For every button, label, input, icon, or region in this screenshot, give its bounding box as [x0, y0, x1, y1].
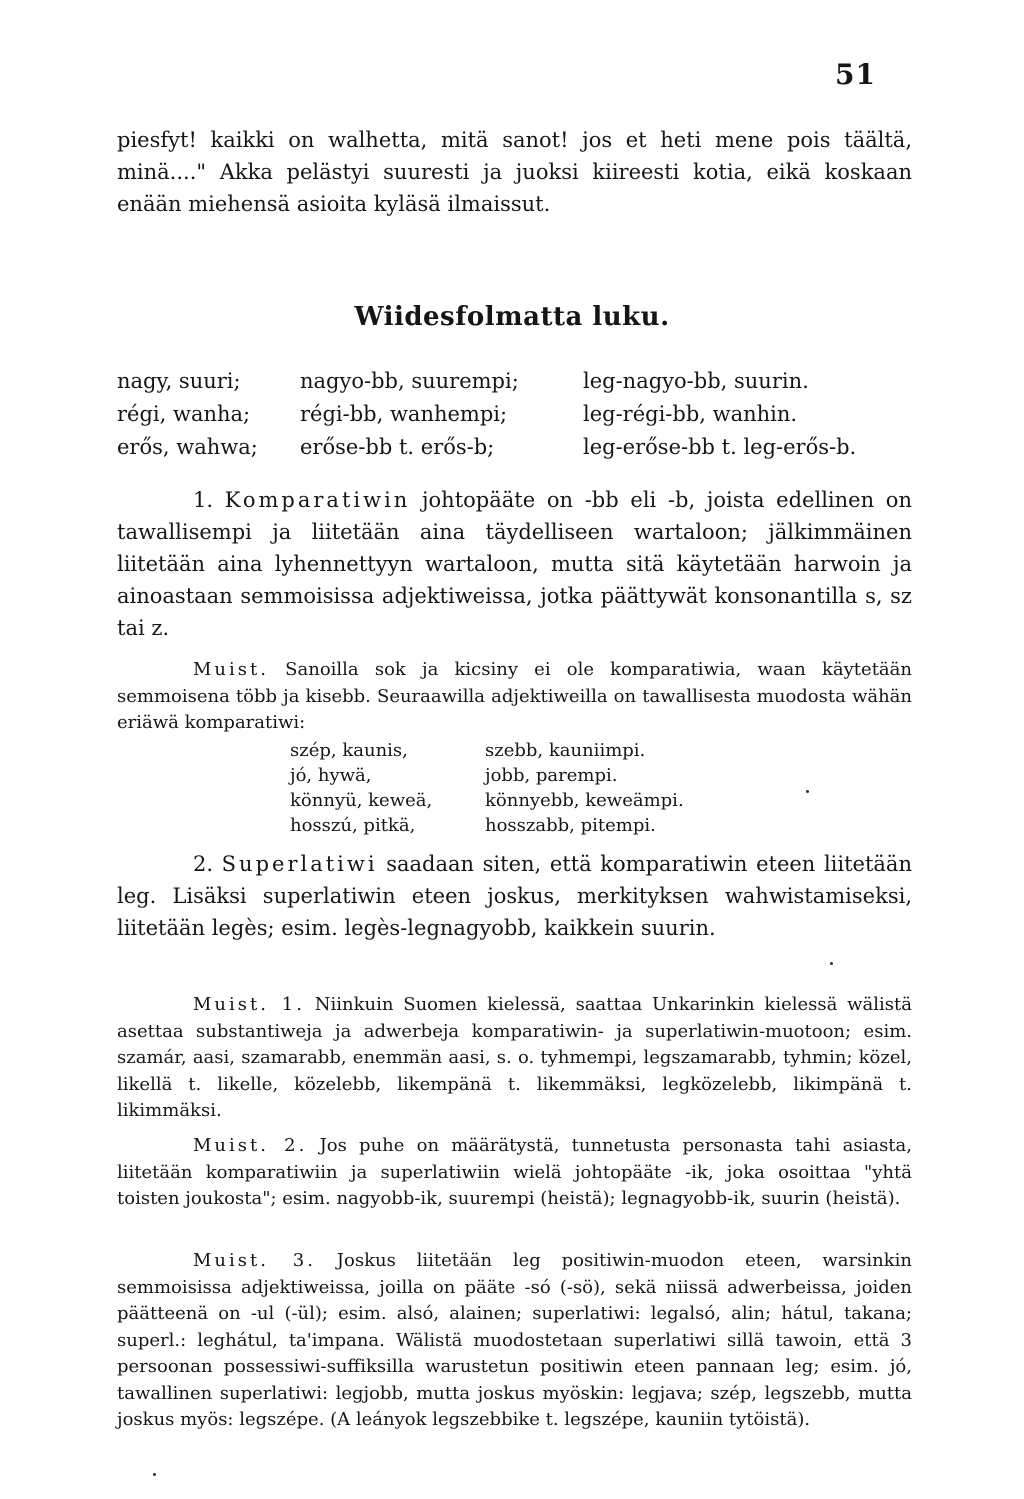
positive-form: erős, wahwa; — [117, 435, 258, 459]
superlative-form: leg-nagyo-bb, suurin. — [583, 369, 809, 393]
paragraph-number: 2. — [193, 852, 214, 876]
note-paragraph — [117, 992, 912, 1125]
pair-positive: könnyü, keweä, — [290, 790, 433, 811]
page-number: 51 — [835, 58, 876, 91]
pair-comparative: könnyebb, keweämpi. — [485, 790, 684, 811]
pair-positive: jó, hywä, — [290, 765, 372, 786]
note-label: Muist. 1. — [193, 994, 305, 1015]
note-label: Muist. 3. — [193, 1250, 316, 1271]
note-text: Joskus liitetään leg positiwin-muodon eteen, warsinkin semmoisissa adjektiweissa, joilla on pääte -só (-sö), sekä niissä adwerbeissa, joiden päätteenä on -ul (-ül); esim. alsó, alainen; superlatiwi: legalsó, alin; hátul, takana; superl.: leghátul, ta'impana. Wälistä muodostetaan superlatiwi sillä tawoin, että 3 persoonan possessiwi-suffiksilla warustetun positiwin eteen pannaan leg; esim. jó, tawallinen superlatiwi: legjobb, mutta joskus myöskin: legjava; szép, legszebb, mutta joskus myös: legszépe. (A leányok legszebbike t. legszépe, kauniin tytöistä). — [117, 1250, 912, 1430]
print-speck — [153, 1473, 156, 1476]
print-speck — [830, 962, 833, 965]
note-block-3 — [117, 1248, 912, 1434]
note-block — [117, 657, 912, 737]
note-text: Jos puhe on määrätystä, tunnetusta personasta tahi asiasta, liitetään komparatiwiin ja superlatiwiin wielä johtopääte -ik, joka osoittaa "yhtä toisten joukosta"; esim. nagyobb-ik, suurempi (heistä); legnagyobb-ik, suurin (heistä). — [117, 1135, 912, 1209]
chapter-heading: Wiidesfolmatta luku. — [354, 302, 670, 332]
print-speck — [806, 790, 809, 793]
comparative-paragraph — [117, 484, 912, 644]
pair-comparative: jobb, parempi. — [485, 765, 618, 786]
pair-comparative: szebb, kauniimpi. — [485, 740, 646, 761]
comparative-form: régi-bb, wanhempi; — [300, 402, 508, 426]
note-text: Niinkuin Suomen kielessä, saattaa Unkarinkin kielessä wälistä asettaa substantiweja ja adwerbeja komparatiwin- ja superlatiwin-muotoon; esim. szamár, aasi, szamarabb, enemmän aasi, s. o. tyhmempi, legszamarabb, tyhmin; közel, likellä t. likelle, közelebb, likempänä t. likemmäksi, legközelebb, likimpänä t. likimmäksi. — [117, 994, 912, 1121]
note-block-2 — [117, 1133, 912, 1213]
superlative-text: saadaan siten, että komparatiwin eteen liitetään leg. Lisäksi superlatiwin eteen joskus, merkityksen wahwistamiseksi, liitetään legès; esim. legès-legnagyobb, kaikkein suurin. — [117, 852, 912, 940]
paragraph-number: 1. — [193, 488, 214, 512]
comparative-paragraph-block — [117, 484, 912, 644]
top-paragraph: piesfyt! kaikki on walhetta, mitä sanot! jos et heti mene pois täältä, minä...." Akka pelästyi suuresti ja juoksi kiireesti kotia, eikä koskaan enään miehensä asioita kyläsä ilmaissut. — [117, 128, 912, 216]
comparative-form: erőse-bb t. erős-b; — [300, 435, 495, 459]
superlative-paragraph-block — [117, 848, 912, 944]
note-label: Muist. 2. — [193, 1135, 308, 1156]
pair-comparative: hosszabb, pitempi. — [485, 815, 656, 836]
superlative-paragraph — [117, 848, 912, 944]
note-paragraph — [117, 1248, 912, 1434]
superlative-form: leg-erőse-bb t. leg-erős-b. — [583, 435, 857, 459]
note-paragraph — [117, 657, 912, 737]
term-comparative: Komparatiwin — [224, 488, 411, 512]
comparative-text: johtopääte on -bb eli -b, joista edellinen on tawallisempi ja liitetään aina täydelliseen wartaloon; jälkimmäinen liitetään aina lyhennettyyn wartaloon, mutta sitä käytetään harwoin ja ainoastaan semmoisissa adjektiweissa, jotka päättywät konsonantilla s, sz tai z. — [117, 488, 912, 640]
superlative-form: leg-régi-bb, wanhin. — [583, 402, 798, 426]
top-paragraph-block — [117, 124, 912, 220]
positive-form: nagy, suuri; — [117, 369, 241, 393]
positive-form: régi, wanha; — [117, 402, 251, 426]
note-block-1 — [117, 992, 912, 1125]
note-label: Muist. — [193, 659, 269, 680]
note-text: Sanoilla sok ja kicsiny ei ole komparatiwia, waan käytetään semmoisena több ja kisebb. Seuraawilla adjektiweilla on tawallisesta muodosta wähän eriäwä komparatiwi: — [117, 659, 912, 733]
comparative-form: nagyo-bb, suurempi; — [300, 369, 519, 393]
term-superlative: Superlatiwi — [221, 852, 378, 876]
pair-positive: hosszú, pitkä, — [290, 815, 416, 836]
pair-positive: szép, kaunis, — [290, 740, 408, 761]
note-paragraph — [117, 1133, 912, 1213]
